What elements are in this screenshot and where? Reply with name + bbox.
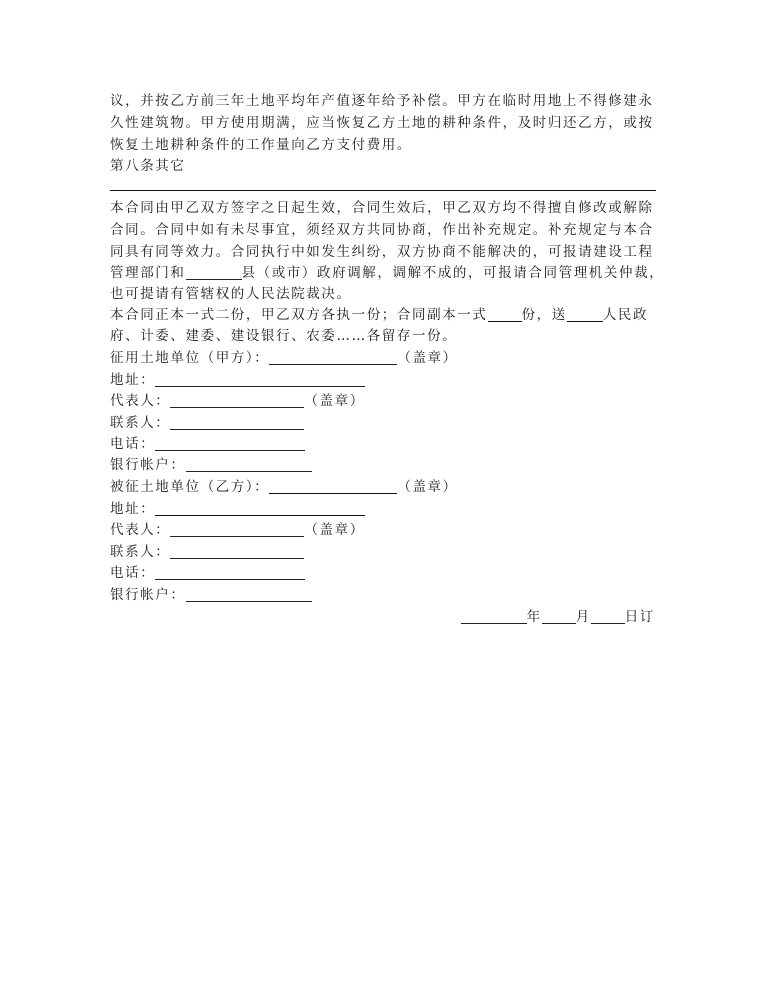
party-b-unit-field[interactable] bbox=[269, 479, 397, 494]
day-label: 日订 bbox=[624, 609, 655, 625]
party-a-address-field[interactable] bbox=[155, 372, 365, 387]
party-b-unit-row bbox=[110, 478, 458, 496]
party-b-unit-label: 被征土地单位（乙方）： bbox=[110, 479, 270, 495]
party-b-contact-label: 联系人： bbox=[110, 544, 171, 560]
dept-text-before: 管理部门和 bbox=[110, 265, 186, 281]
party-a-contact-field[interactable] bbox=[170, 415, 304, 430]
party-b-address-field[interactable] bbox=[155, 501, 365, 516]
month-label: 月 bbox=[575, 609, 591, 625]
party-b-contact-row bbox=[110, 543, 304, 561]
copies-text-1: 本合同正本一式二份，甲乙双方各执一份；合同副本一式 bbox=[110, 307, 488, 323]
party-b-rep-row bbox=[110, 521, 365, 539]
party-a-rep-seal: （盖章） bbox=[304, 393, 365, 409]
article8-line-5: 也可提请有管辖权的人民法院裁决。 bbox=[110, 286, 352, 302]
year-blank[interactable] bbox=[461, 609, 527, 624]
party-a-bank-row bbox=[110, 456, 312, 474]
copies-line-1 bbox=[110, 306, 648, 324]
party-b-rep-label: 代表人： bbox=[110, 522, 171, 538]
party-a-rep-label: 代表人： bbox=[110, 393, 171, 409]
county-blank[interactable] bbox=[186, 265, 242, 280]
party-a-unit-field[interactable] bbox=[269, 350, 397, 365]
party-a-phone-field[interactable] bbox=[155, 436, 305, 451]
copies-text-3: 人民政 bbox=[602, 307, 649, 323]
party-a-unit-label: 征用土地单位（甲方）： bbox=[110, 350, 270, 366]
party-b-contact-field[interactable] bbox=[170, 544, 304, 559]
government-blank[interactable] bbox=[567, 307, 603, 322]
party-b-phone-label: 电话： bbox=[110, 565, 156, 581]
party-b-bank-row bbox=[110, 586, 312, 604]
article8-line-3: 同具有同等效力。合同执行中如发生纠纷，双方协商不能解决的，可报请建设工程 bbox=[110, 244, 654, 260]
intro-line-1: 议，并按乙方前三年土地平均年产值逐年给予补偿。甲方在临时用地上不得修建永 bbox=[110, 93, 654, 109]
party-b-bank-field[interactable] bbox=[186, 587, 312, 602]
year-label: 年 bbox=[526, 609, 542, 625]
party-b-rep-field[interactable] bbox=[170, 522, 304, 537]
party-a-phone-row bbox=[110, 435, 305, 453]
day-blank[interactable] bbox=[591, 609, 625, 624]
party-b-phone-field[interactable] bbox=[155, 565, 305, 580]
month-blank[interactable] bbox=[542, 609, 576, 624]
party-a-seal: （盖章） bbox=[397, 350, 458, 366]
party-b-seal: （盖章） bbox=[397, 479, 458, 495]
article8-line-1: 本合同由甲乙双方签字之日起生效，合同生效后，甲乙双方均不得擅自修改或解除 bbox=[110, 200, 654, 216]
party-a-address-row bbox=[110, 371, 365, 389]
section-divider bbox=[110, 190, 656, 191]
intro-line-2: 久性建筑物。甲方使用期满，应当恢复乙方土地的耕种条件，及时归还乙方，或按 bbox=[110, 115, 654, 131]
party-a-bank-label: 银行帐户： bbox=[110, 457, 186, 473]
party-a-contact-label: 联系人： bbox=[110, 415, 171, 431]
copies-line-2: 府、计委、建委、建设银行、农委……各留存一份。 bbox=[110, 328, 458, 344]
party-b-address-row bbox=[110, 500, 365, 518]
article8-line-4 bbox=[110, 264, 664, 282]
party-b-phone-row bbox=[110, 564, 305, 582]
article8-title: 第八条其它 bbox=[110, 158, 186, 174]
copies-count-blank[interactable] bbox=[488, 307, 522, 322]
party-b-rep-seal: （盖章） bbox=[304, 522, 365, 538]
party-a-rep-field[interactable] bbox=[170, 393, 304, 408]
party-a-phone-label: 电话： bbox=[110, 436, 156, 452]
signing-date bbox=[461, 608, 655, 626]
party-a-bank-field[interactable] bbox=[186, 457, 312, 472]
intro-line-3: 恢复土地耕种条件的工作量向乙方支付费用。 bbox=[110, 137, 412, 153]
article8-line-2: 合同。合同中如有未尽事宜，须经双方共同协商，作出补充规定。补充规定与本合 bbox=[110, 222, 654, 238]
party-b-bank-label: 银行帐户： bbox=[110, 587, 186, 603]
party-b-address-label: 地址： bbox=[110, 501, 156, 517]
party-a-rep-row bbox=[110, 392, 365, 410]
party-a-contact-row bbox=[110, 414, 304, 432]
party-a-address-label: 地址： bbox=[110, 372, 156, 388]
copies-text-2: 份，送 bbox=[521, 307, 567, 323]
party-a-unit-row bbox=[110, 349, 458, 367]
dept-text-after: 县（或市）政府调解，调解不成的，可报请合同管理机关仲裁， bbox=[241, 265, 665, 281]
